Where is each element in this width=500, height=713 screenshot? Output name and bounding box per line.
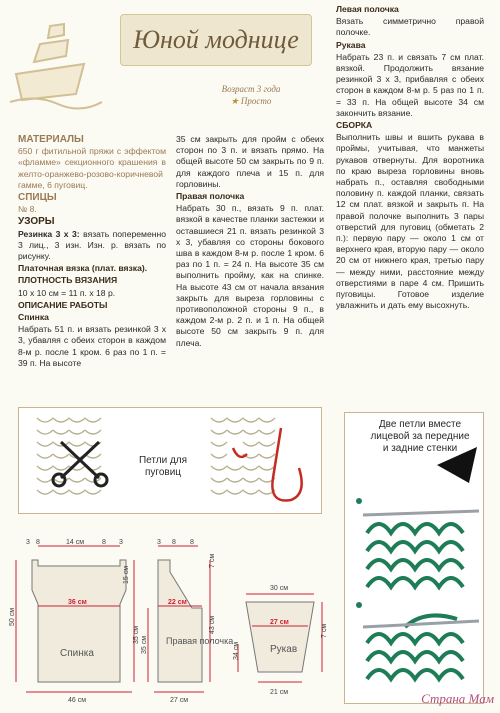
meta-badges — [196, 84, 306, 107]
gauge-heading: ПЛОТНОСТЬ ВЯЗАНИЯ — [18, 275, 118, 286]
dim-front-v1: 7 см — [209, 553, 216, 568]
two-loops-figure — [344, 412, 484, 704]
materials-text: 650 г фитильной пряжи с эффектом «фламме» секционного крашения в желто-оранжево-розово-коричневой гамме, 6 пуговиц. — [18, 146, 166, 190]
schematics — [8, 532, 340, 708]
dim-back-top-3: 14 см — [66, 539, 85, 546]
dim-back-top-2: 8 — [36, 539, 40, 546]
green-knit-top — [367, 524, 463, 587]
front-piece-name — [166, 636, 233, 646]
column-3 — [336, 4, 484, 312]
left-front-text: Вязать симметрично правой полочке. — [336, 16, 484, 38]
two-loops-caption: Две петли вместе лицевой за передние и задние стенки — [370, 419, 470, 454]
dim-sleeve-mid: 27 см — [270, 619, 289, 626]
materials-heading: МАТЕРИАЛЫ — [18, 134, 84, 145]
back-label: Спинка — [18, 312, 49, 323]
column-1 — [18, 134, 166, 370]
age-tag: Возраст 3 года — [221, 84, 281, 94]
right-front-text: Набрать 30 п., вязать 9 п. плат. вязкой в качестве планки застежки и оставшиеся 21 п. вязать резинкой 3 х 3, убавляя со стороны бокового шва в каждом 8-м р. после 1 кром. 6 раз по 1 п. = 24 п. На высоте 35 см выполнить пройму, как на спинке. На высоте 43 см от начала вязания закрыть для выреза горловины с противоположной стороны 9 п., в каждом 2-м р. 2 п. и 1 п. На общей высоте 50 см закрыть 9 п. для плеча. — [176, 203, 324, 348]
difficulty-label: Просто — [240, 96, 272, 106]
dim-front-v2: 43 см — [209, 615, 216, 634]
sleeves-text: Набрать 23 п. и связать 7 см плат. вязкой. Продолжить вязание резинкой 3 х 3, прибавляя с обеих сторон в каждом 8-м р. 5 раз по 1 п. = 33 п. На общей высоте 34 см закончить вязание. — [336, 51, 484, 118]
needle-thread-icon — [233, 428, 302, 501]
right-front-label: Правая полочка — [176, 191, 245, 202]
dim-back-top-5: 3 — [119, 539, 123, 546]
rib-text: вязать попеременно 3 лиц., 3 изн. Изн. р. вязать по рисунку. — [18, 228, 167, 262]
dim-back-bottom: 46 см — [68, 697, 87, 704]
page-title: Юной моднице — [133, 25, 299, 54]
dim-sleeve-bottom: 21 см — [270, 689, 289, 696]
dim-front-v3: 35 см — [141, 635, 148, 654]
column-2 — [176, 134, 324, 350]
dim-front-top-3: 8 — [190, 539, 194, 546]
star-icon: ★ — [230, 96, 239, 106]
left-front-label: Левая полочка — [336, 4, 399, 14]
patterns-heading: УЗОРЫ — [18, 216, 55, 228]
dim-back-left: 50 см — [9, 607, 16, 626]
buttonhole-caption: Петли для пуговиц — [138, 455, 188, 478]
dim-back-right-top: 15 см — [123, 565, 130, 584]
back-text: Набрать 51 п. и вязать резинкой 3 х 3, убавляя с обеих сторон в каждом 8-м р. после 1 кром. 6 раз по 1 п. = 39 п. На высоте — [18, 324, 166, 368]
dim-sleeve-top: 30 см — [270, 585, 289, 592]
dim-back-right-bottom: 35 см — [133, 625, 140, 644]
sleeve-piece-name: Рукав — [270, 644, 298, 655]
rib-paragraph — [18, 229, 166, 263]
dim-back-mid: 36 см — [68, 599, 87, 606]
dim-sleeve-v1: 34 см — [233, 641, 240, 660]
watermark: Страна Мам — [421, 691, 494, 706]
dim-back-top-4: 8 — [102, 539, 106, 546]
dim-front-top-2: 8 — [172, 539, 176, 546]
needles-heading: СПИЦЫ — [18, 192, 57, 204]
needles-text: № 8. — [18, 204, 37, 215]
assembly-label: СБОРКА — [336, 120, 373, 131]
dim-sleeve-v2: 7 см — [321, 623, 328, 638]
rib-label: Резинка 3 х 3: — [18, 228, 80, 239]
assembly-text: Выполнить швы и вшить рукава в проймы, учитывая, что манжеты рукавов отвернуты. Для воротника по краю выреза горловины вновь набрать п., оставляя свободными половину п. каждой планки, связать 12 см плат. вязкой и закрыть п. На правой полочке выполнить 3 пары отверстий для пуговиц (обметать 2 п.): первую пару — около 1 см от верхнего края, вторую пару — около 20 см от нижнего края, третью пару — между ними, расстояние между отверстиями в паре 4 см. Пришить пуговицы. Готовое изделие увлажнить и дать ему высохнуть. — [336, 132, 484, 311]
logo-emblem — [6, 4, 104, 116]
title-banner — [120, 14, 312, 66]
description-heading: ОПИСАНИЕ РАБОТЫ — [18, 299, 108, 310]
loops-illustration — [345, 413, 483, 703]
gauge-text: 10 х 10 см = 11 п. х 18 р. — [18, 287, 116, 298]
difficulty-tag — [196, 96, 306, 107]
buttonhole-figure — [18, 407, 322, 514]
pattern-schematic — [8, 532, 340, 708]
back-text-cont: 35 см закрыть для пройм с обеих сторон по 3 п. и вязать прямо. На общей высоте 50 см закрыть по 9 п. для каждого плеча и 15 п. для горловины. — [176, 134, 324, 189]
dim-front-mid: 22 см — [168, 599, 187, 606]
back-piece-name: Спинка — [60, 648, 94, 659]
stockinette-label: Платочная вязка (плат. вязка). — [18, 263, 148, 274]
dim-front-top-1: 3 — [157, 539, 161, 546]
ship-icon — [6, 4, 104, 116]
arrow-icon — [437, 447, 477, 483]
dim-back-top-1: 3 — [26, 539, 30, 546]
dim-front-bottom: 27 см — [170, 697, 189, 704]
front-piece-name-text: Правая полочка — [166, 636, 234, 646]
sleeves-label: Рукава — [336, 39, 366, 50]
